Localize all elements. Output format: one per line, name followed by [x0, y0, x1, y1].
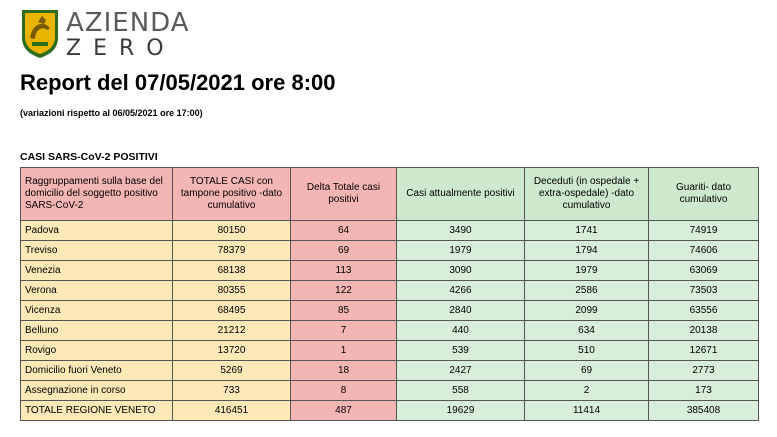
table-row [21, 241, 759, 261]
cell-total-cases: 5269 [173, 361, 291, 381]
cell-deceased: 2586 [525, 281, 649, 301]
cell-delta: 1 [291, 341, 397, 361]
cell-deceased: 510 [525, 341, 649, 361]
cell-deceased: 2 [525, 381, 649, 401]
cell-grouping: Rovigo [21, 341, 173, 361]
cell-deceased: 11414 [525, 401, 649, 421]
table-row [21, 321, 759, 341]
report-subtitle: (variazioni rispetto al 06/05/2021 ore 17:00) [20, 108, 203, 118]
cell-total-cases: 80150 [173, 221, 291, 241]
cell-current-positive: 440 [397, 321, 525, 341]
cell-recovered: 2773 [649, 361, 759, 381]
cell-current-positive: 539 [397, 341, 525, 361]
section-title: CASI SARS-CoV-2 POSITIVI [20, 151, 158, 163]
cell-recovered: 385408 [649, 401, 759, 421]
cell-recovered: 20138 [649, 321, 759, 341]
cell-total-cases: 733 [173, 381, 291, 401]
cell-current-positive: 1979 [397, 241, 525, 261]
report-title: Report del 07/05/2021 ore 8:00 [20, 70, 336, 95]
cell-total-cases: 80355 [173, 281, 291, 301]
col-header-current-positive: Casi attualmente positivi [397, 168, 525, 221]
table-row [21, 381, 759, 401]
cell-grouping: Vicenza [21, 301, 173, 321]
cell-total-cases: 68495 [173, 301, 291, 321]
covid-cases-table [20, 167, 759, 421]
cell-delta: 85 [291, 301, 397, 321]
cell-deceased: 69 [525, 361, 649, 381]
cell-delta: 113 [291, 261, 397, 281]
cell-grouping: TOTALE REGIONE VENETO [21, 401, 173, 421]
cell-grouping: Verona [21, 281, 173, 301]
cell-grouping: Treviso [21, 241, 173, 261]
cell-delta: 7 [291, 321, 397, 341]
table-row [21, 301, 759, 321]
logo-line-azienda: AZIENDA [66, 8, 190, 38]
col-header-total-cases: TOTALE CASI con tampone positivo -dato cumulativo [173, 168, 291, 221]
table-row [21, 361, 759, 381]
cell-total-cases: 416451 [173, 401, 291, 421]
col-header-delta: Delta Totale casi positivi [291, 168, 397, 221]
cell-current-positive: 3090 [397, 261, 525, 281]
cell-grouping: Venezia [21, 261, 173, 281]
cell-recovered: 73503 [649, 281, 759, 301]
cell-deceased: 1741 [525, 221, 649, 241]
azienda-zero-logo [20, 8, 190, 60]
cell-grouping: Assegnazione in corso [21, 381, 173, 401]
cell-total-cases: 68138 [173, 261, 291, 281]
cell-recovered: 63069 [649, 261, 759, 281]
cell-total-cases: 13720 [173, 341, 291, 361]
col-header-deceased: Deceduti (in ospedale + extra-ospedale) -dato cumulativo [525, 168, 649, 221]
cell-recovered: 74606 [649, 241, 759, 261]
cell-current-positive: 3490 [397, 221, 525, 241]
logo-line-zero: ZERO [66, 36, 176, 61]
cell-total-cases: 21212 [173, 321, 291, 341]
cell-recovered: 12671 [649, 341, 759, 361]
table-row [21, 261, 759, 281]
col-header-recovered: Guariti- dato cumulativo [649, 168, 759, 221]
cell-delta: 122 [291, 281, 397, 301]
cell-current-positive: 2840 [397, 301, 525, 321]
cell-delta: 69 [291, 241, 397, 261]
cell-delta: 487 [291, 401, 397, 421]
table-row [21, 281, 759, 301]
table-row [21, 221, 759, 241]
cell-delta: 8 [291, 381, 397, 401]
cell-recovered: 74919 [649, 221, 759, 241]
cell-current-positive: 4266 [397, 281, 525, 301]
table-row [21, 401, 759, 421]
cell-deceased: 1979 [525, 261, 649, 281]
cell-delta: 64 [291, 221, 397, 241]
cell-current-positive: 2427 [397, 361, 525, 381]
cell-current-positive: 19629 [397, 401, 525, 421]
cell-grouping: Padova [21, 221, 173, 241]
cell-grouping: Belluno [21, 321, 173, 341]
cell-deceased: 2099 [525, 301, 649, 321]
cell-deceased: 1794 [525, 241, 649, 261]
table-row [21, 341, 759, 361]
col-header-grouping: Raggruppamenti sulla base del domicilio del soggetto positivo SARS-CoV-2 [21, 168, 173, 221]
lion-of-saint-mark-icon [20, 8, 60, 60]
cell-current-positive: 558 [397, 381, 525, 401]
cell-grouping: Domicilio fuori Veneto [21, 361, 173, 381]
cell-recovered: 173 [649, 381, 759, 401]
cell-recovered: 63556 [649, 301, 759, 321]
table-header-row [21, 168, 759, 221]
cell-delta: 18 [291, 361, 397, 381]
cell-deceased: 634 [525, 321, 649, 341]
cell-total-cases: 78379 [173, 241, 291, 261]
